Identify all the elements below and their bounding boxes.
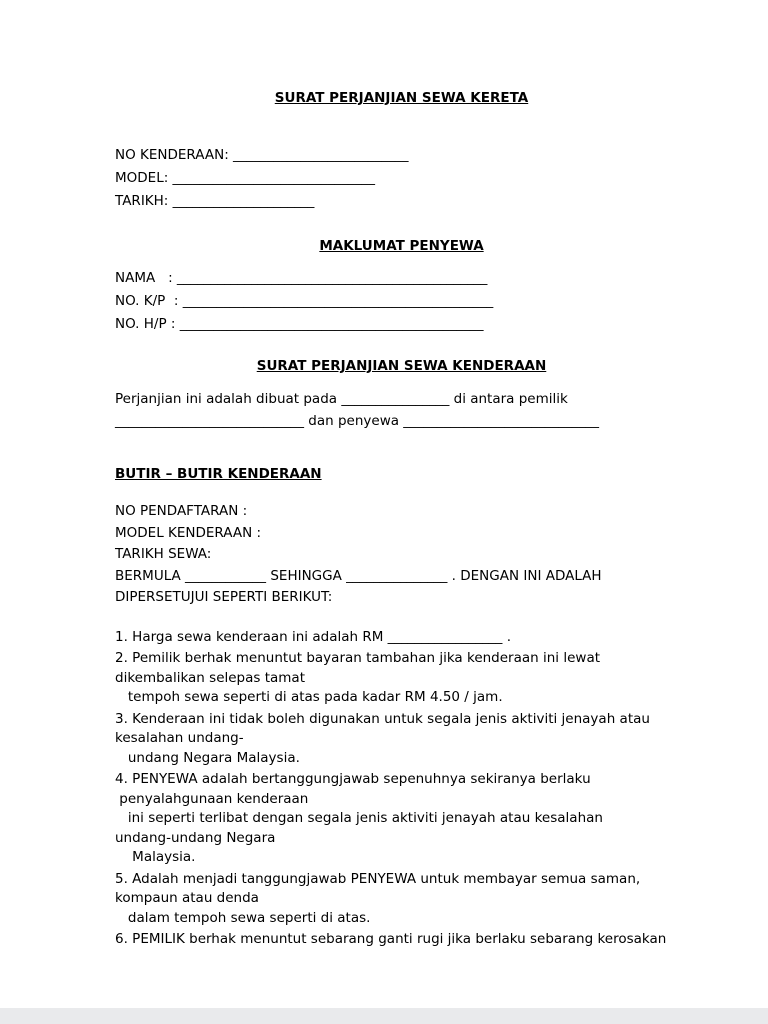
term-item-4: [115, 770, 688, 868]
term-line: 5. Adalah menjadi tanggungjawab PENYEWA untuk membayar semua saman,: [115, 870, 641, 887]
agreed-terms-intro-line: DIPERSETUJUI SEPERTI BERIKUT:: [115, 589, 333, 605]
term-line: 2. Pemilik berhak menuntut bayaran tambahan jika kenderaan ini lewat: [115, 650, 601, 666]
term-line: 6. PEMILIK berhak menuntut sebarang ganti rugi jika berlaku sebarang kerosakan: [115, 931, 667, 947]
term-line: 4. PENYEWA adalah bertanggungjawab sepenuhnya sekiranya berlaku: [115, 771, 591, 787]
term-item-2: [115, 649, 688, 708]
vehicle-no-line: NO KENDERAAN: __________________________: [115, 147, 409, 163]
renter-name-line: NAMA : ______________________________________________: [115, 270, 488, 286]
agreement-section-heading: SURAT PERJANJIAN SEWA KENDERAAN: [256, 358, 547, 374]
term-line: dikembalikan selepas tamat: [115, 669, 306, 686]
document-title: SURAT PERJANJIAN SEWA KERETA: [274, 90, 529, 106]
rental-period-line: BERMULA ____________ SEHINGGA _______________ . DENGAN INI ADALAH: [115, 567, 602, 584]
agreement-paragraph-line: ____________________________ dan penyewa _____________________________: [115, 413, 600, 429]
registration-no-line: NO PENDAFTARAN :: [115, 503, 248, 519]
term-line: Malaysia.: [115, 849, 196, 865]
renter-ic-line: NO. K/P : ______________________________________________: [115, 293, 494, 309]
renter-section-heading: MAKLUMAT PENYEWA: [319, 238, 484, 254]
vehicle-date-line: TARIKH: _____________________: [115, 193, 315, 209]
details-model-line: MODEL KENDERAAN :: [115, 524, 262, 541]
term-line: 3. Kenderaan ini tidak boleh digunakan untuk segala jenis aktiviti jenayah atau: [115, 710, 650, 727]
term-item-3: [115, 710, 688, 769]
terms-list: [115, 628, 688, 950]
vehicle-info-block: [115, 144, 688, 213]
term-line: undang-undang Negara: [115, 829, 276, 846]
renter-info-block: [115, 267, 688, 336]
details-section-heading: BUTIR – BUTIR KENDERAAN: [115, 466, 322, 482]
term-line: dalam tempoh sewa seperti di atas.: [115, 909, 371, 926]
term-line: kesalahan undang-: [115, 730, 244, 746]
term-line: kompaun atau denda: [115, 890, 259, 906]
term-item-5: [115, 870, 688, 929]
agreement-paragraph-line: Perjanjian ini adalah dibuat pada ________________ di antara pemilik: [115, 391, 568, 407]
rental-date-line: TARIKH SEWA:: [115, 546, 212, 562]
term-line: ini seperti terlibat dengan segala jenis aktiviti jenayah atau kesalahan: [115, 810, 603, 826]
vehicle-model-line: MODEL: ______________________________: [115, 170, 376, 186]
term-item-1: [115, 628, 688, 648]
term-item-6: [115, 930, 688, 950]
agreement-paragraph: [115, 388, 688, 432]
renter-phone-line: NO. H/P : _____________________________________________: [115, 316, 484, 332]
term-line: 1. Harga sewa kenderaan ini adalah RM _________________ .: [115, 628, 511, 645]
term-line: undang Negara Malaysia.: [115, 749, 300, 766]
vehicle-details-block: [115, 501, 688, 609]
term-line: penyalahgunaan kenderaan: [115, 790, 309, 807]
term-line: tempoh sewa seperti di atas pada kadar RM 4.50 / jam.: [115, 689, 503, 705]
